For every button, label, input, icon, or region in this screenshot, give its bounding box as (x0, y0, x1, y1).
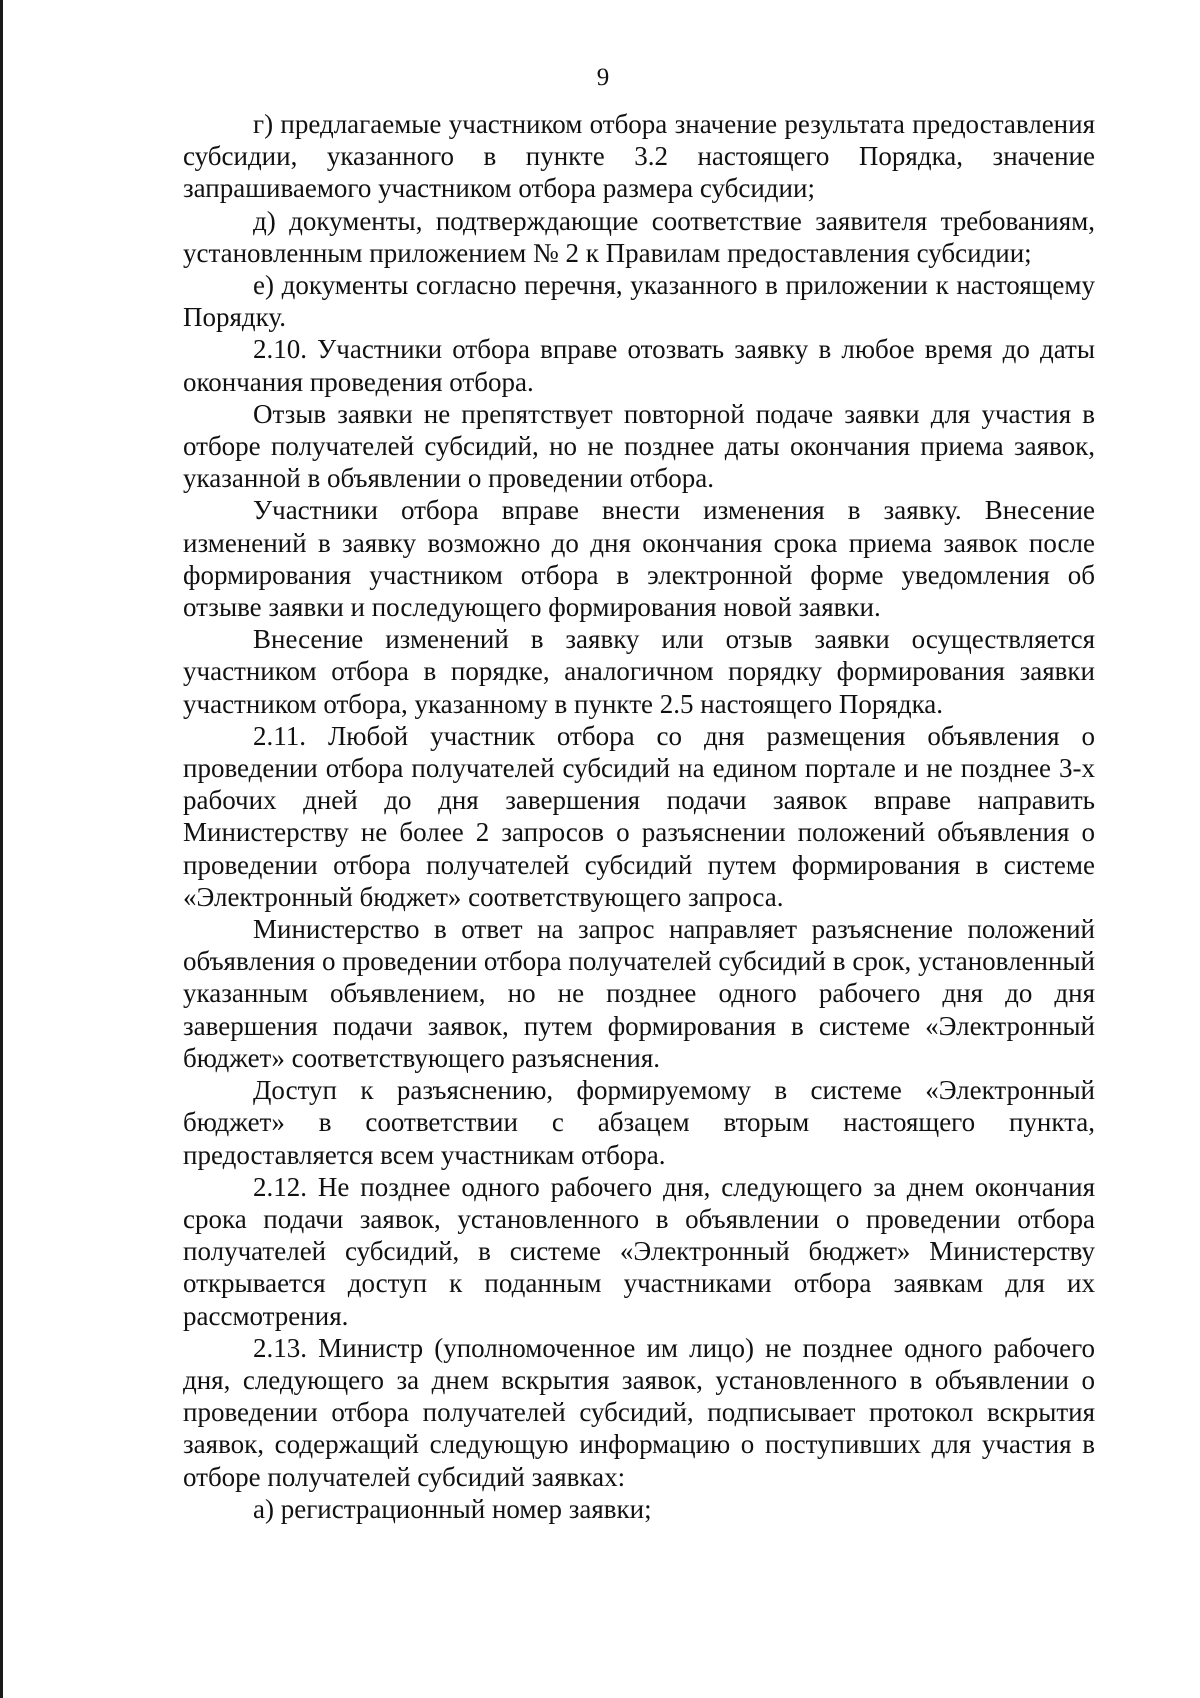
paragraph-2-10: 2.10. Участники отбора вправе отозвать заявку в любое время до даты окончания проведения отбора. (183, 334, 1095, 397)
paragraph-2-12: 2.12. Не позднее одного рабочего дня, следующего за днем окончания срока подачи заявок, установленного в объявлении о проведении отбора получателей субсидий, в системе «Электронный бюджет» Министерству открывается доступ к поданным участниками отбора заявкам для их рассмотрения. (183, 1171, 1095, 1331)
paragraph-item-d: д) документы, подтверждающие соответствие заявителя требованиям, установленным приложением № 2 к Правилам предоставления субсидии; (183, 205, 1095, 268)
paragraph-amendment-procedure: Внесение изменений в заявку или отзыв заявки осуществляется участником отбора в порядке, аналогичном порядку формирования заявки участником отбора, указанному в пункте 2.5 настоящего Порядка. (183, 624, 1095, 719)
paragraph-2-11: 2.11. Любой участник отбора со дня размещения объявления о проведении отбора получателей субсидий на едином портале и не позднее 3-х рабочих дней до дня завершения подачи заявок вправе направить Министерству не более 2 запросов о разъяснении положений объявления о проведении отбора получателей субсидий путем формирования в системе «Электронный бюджет» соответствующего запроса. (183, 720, 1095, 912)
paragraph-access-clarification: Доступ к разъяснению, формируемому в системе «Электронный бюджет» в соответствии с абзацем вторым настоящего пункта, предоставляется всем участникам отбора. (183, 1075, 1095, 1170)
paragraph-item-e: е) документы согласно перечня, указанного в приложении к настоящему Порядку. (183, 270, 1095, 333)
paragraph-ministry-response: Министерство в ответ на запрос направляет разъяснение положений объявления о проведении отбора получателей субсидий в срок, установленный указанным объявлением, но не позднее одного рабочего дня до дня завершения подачи заявок, путем формирования в системе «Электронный бюджет» соответствующего разъяснения. (183, 914, 1095, 1073)
paragraph-item-g: г) предлагаемые участником отбора значение результата предоставления субсидии, указанного в пункте 3.2 настоящего Порядка, значение запрашиваемого участником отбора размера субсидии; (183, 109, 1095, 204)
paragraph-item-a: а) регистрационный номер заявки; (253, 1493, 652, 1524)
document-body (183, 108, 1095, 1525)
paragraph-amendments: Участники отбора вправе внести изменения в заявку. Внесение изменений в заявку возможно до дня окончания срока приема заявок после формирования участником отбора в электронной форме уведомления об отзыве заявки и последующего формирования новой заявки. (183, 495, 1095, 623)
paragraph-withdrawal: Отзыв заявки не препятствует повторной подаче заявки для участия в отборе получателей субсидий, но не позднее даты окончания приема заявок, указанной в объявлении о проведении отбора. (183, 398, 1095, 494)
paragraph-2-13: 2.13. Министр (уполномоченное им лицо) не позднее одного рабочего дня, следующего за днем вскрытия заявок, установленного в объявлении о проведении отбора получателей субсидий, подписывает протокол вскрытия заявок, содержащий следующую информацию о поступивших для участия в отборе получателей субсидий заявках: (183, 1332, 1095, 1492)
page-number: 9 (596, 64, 610, 91)
